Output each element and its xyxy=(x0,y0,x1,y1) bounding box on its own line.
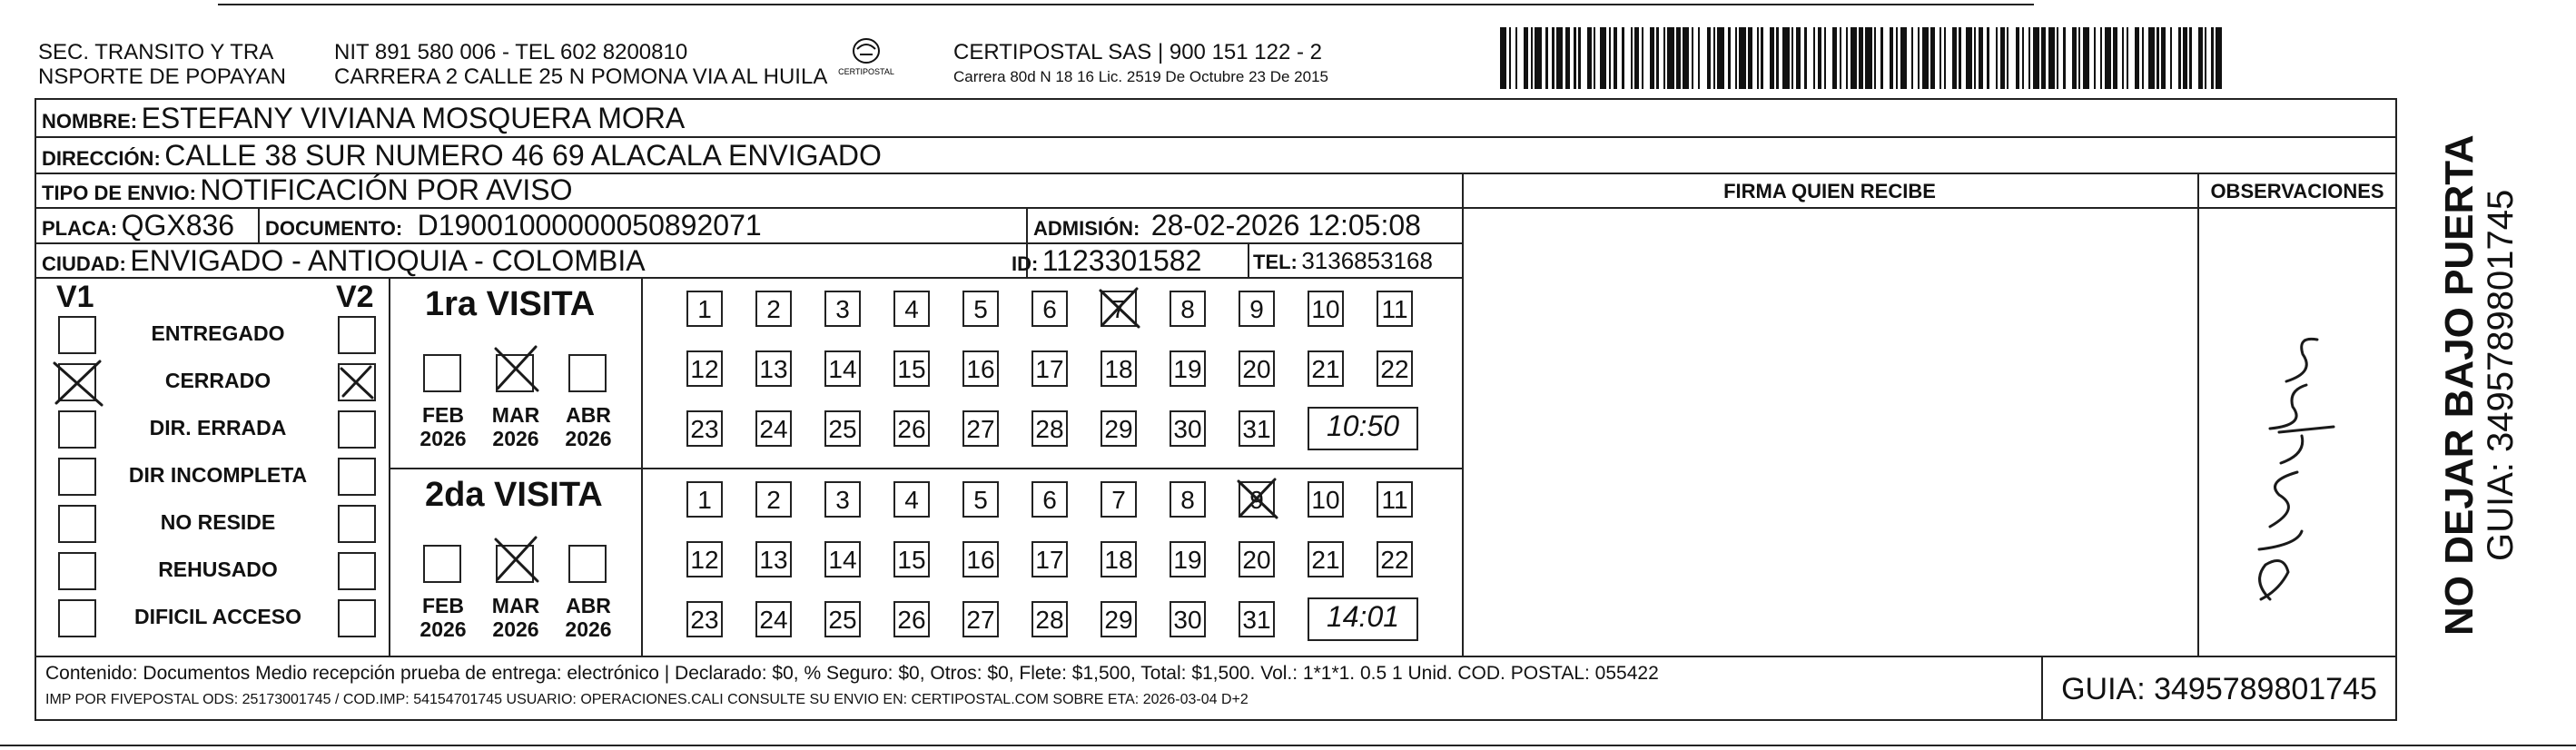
visit1-day-box[interactable]: 6 xyxy=(1031,291,1068,327)
v1-checkbox[interactable] xyxy=(58,599,96,637)
visit1-day-box[interactable]: 8 xyxy=(1170,291,1206,327)
tipo-row xyxy=(42,173,573,212)
v1-header: V1 xyxy=(56,280,94,314)
sender-contact xyxy=(334,40,827,89)
visit2-title: 2da VISITA xyxy=(425,476,603,514)
visit2-day-box[interactable]: 15 xyxy=(893,541,930,577)
visit1-day-box[interactable]: 22 xyxy=(1377,350,1413,387)
visit1-month-checkbox[interactable] xyxy=(568,354,607,392)
visit1-day-box[interactable]: 21 xyxy=(1308,350,1344,387)
documento-row xyxy=(265,209,762,248)
license-line: Carrera 80d N 18 16 Lic. 2519 De Octubre 23 De 2015 xyxy=(953,68,1328,85)
nit-line: NIT 891 580 006 - TEL 602 8200810 xyxy=(334,40,688,64)
no-dejar-bajo-puerta: NO DEJAR BAJO PUERTA xyxy=(2437,134,2482,636)
visit2-day-box[interactable]: 2 xyxy=(755,481,792,518)
visit1-day-box[interactable]: 26 xyxy=(893,410,930,447)
visit2-day-box[interactable]: 11 xyxy=(1377,481,1413,518)
visit1-day-box[interactable]: 15 xyxy=(893,350,930,387)
ciudad-row xyxy=(42,244,646,283)
firma-label: FIRMA QUIEN RECIBE xyxy=(1723,180,1936,202)
sender-line-1: SEC. TRANSITO Y TRA xyxy=(38,40,274,64)
visit2-day-box[interactable]: 13 xyxy=(755,541,792,577)
ciudad-label: CIUDAD: xyxy=(42,252,126,275)
visit2-day-box[interactable]: 23 xyxy=(686,601,723,637)
visit1-day-box[interactable]: 24 xyxy=(755,410,792,447)
tel-label: TEL: xyxy=(1253,251,1298,273)
visit1-day-box[interactable]: 29 xyxy=(1100,410,1137,447)
company-line: CERTIPOSTAL SAS | 900 151 122 - 2 xyxy=(953,40,1322,64)
visit2-day-box[interactable]: 16 xyxy=(962,541,999,577)
visit2-day-box[interactable]: 5 xyxy=(962,481,999,518)
visit1-day-box[interactable]: 31 xyxy=(1239,410,1275,447)
imp-text: IMP POR FIVEPOSTAL ODS: 25173001745 / COD.IMP: 54154701745 USUARIO: OPERACIONES.CALI CONSULTE SU ENVIO EN: CERTIPOSTAL.COM SOBRE ETA: 2026-03-04 D+2 xyxy=(45,692,1249,707)
status-label: ENTREGADO xyxy=(151,321,285,345)
side-guia: GUIA: 3495789801745 xyxy=(2481,189,2521,561)
tipo-label: TIPO DE ENVIO: xyxy=(42,182,196,204)
visit1-day-box[interactable]: 27 xyxy=(962,410,999,447)
tel-row xyxy=(1253,244,1433,281)
visit1-day-box[interactable]: 2 xyxy=(755,291,792,327)
svg-text:CERTIPOSTAL: CERTIPOSTAL xyxy=(838,67,894,76)
top-edge-line xyxy=(218,4,2034,5)
visit1-month-label: MAR 2026 xyxy=(491,403,540,450)
guia-footer: GUIA: 3495789801745 xyxy=(2061,672,2377,706)
address-line: CARRERA 2 CALLE 25 N POMONA VIA AL HUILA xyxy=(334,64,828,89)
bottom-edge-line xyxy=(0,745,2576,746)
visit2-day-box[interactable]: 14 xyxy=(824,541,861,577)
observaciones-label: OBSERVACIONES xyxy=(2210,180,2384,202)
visit1-day-box[interactable]: 19 xyxy=(1170,350,1206,387)
visit2-day-box[interactable]: 24 xyxy=(755,601,792,637)
divider xyxy=(2197,173,2199,656)
sender-line-2: NSPORTE DE POPAYAN xyxy=(38,64,286,89)
visit2-day-box[interactable]: 18 xyxy=(1100,541,1137,577)
visit1-day-box[interactable]: 7 xyxy=(1100,291,1137,327)
visit2-day-box[interactable]: 10 xyxy=(1308,481,1344,518)
visit1-day-box[interactable]: 10 xyxy=(1308,291,1344,327)
direccion-value: CALLE 38 SUR NUMERO 46 69 ALACALA ENVIGADO xyxy=(164,139,882,172)
placa-row xyxy=(42,209,234,248)
visit1-day-box[interactable]: 9 xyxy=(1239,291,1275,327)
v1-checkbox[interactable] xyxy=(58,363,96,401)
visit2-month-label: ABR 2026 xyxy=(565,594,612,641)
visit2-month-checkbox[interactable] xyxy=(496,545,534,583)
placa-label: PLACA: xyxy=(42,217,118,240)
visit1-day-box[interactable]: 1 xyxy=(686,291,723,327)
status-label: NO RESIDE xyxy=(160,510,276,534)
visit2-day-box[interactable]: 4 xyxy=(893,481,930,518)
divider xyxy=(389,468,1462,469)
visit1-day-box[interactable]: 14 xyxy=(824,350,861,387)
visit1-day-box[interactable]: 23 xyxy=(686,410,723,447)
tipo-value: NOTIFICACIÓN POR AVISO xyxy=(200,173,573,206)
visit1-month-checkbox[interactable] xyxy=(496,354,534,392)
visit2-month-label: FEB 2026 xyxy=(419,594,467,641)
visit2-day-box[interactable]: 22 xyxy=(1377,541,1413,577)
visit2-day-box[interactable]: 3 xyxy=(824,481,861,518)
v1-checkbox[interactable] xyxy=(58,505,96,543)
v2-checkbox[interactable] xyxy=(338,505,376,543)
tel-value: 3136853168 xyxy=(1301,247,1433,274)
divider xyxy=(1462,207,2397,209)
v2-checkbox[interactable] xyxy=(338,599,376,637)
visit1-title: 1ra VISITA xyxy=(425,285,596,323)
nombre-row xyxy=(42,102,685,141)
visit1-day-box[interactable]: 5 xyxy=(962,291,999,327)
status-label: DIR. ERRADA xyxy=(149,416,287,439)
visit2-day-box[interactable]: 19 xyxy=(1170,541,1206,577)
visit1-month-label: ABR 2026 xyxy=(565,403,612,450)
v2-checkbox[interactable] xyxy=(338,410,376,449)
visit2-day-box[interactable]: 6 xyxy=(1031,481,1068,518)
visit1-day-box[interactable]: 20 xyxy=(1239,350,1275,387)
status-label: DIR INCOMPLETA xyxy=(128,463,308,487)
id-value: 1123301582 xyxy=(1041,244,1202,277)
visit2-day-box[interactable]: 27 xyxy=(962,601,999,637)
status-label: CERRADO xyxy=(164,369,271,392)
visit2-day-box[interactable]: 7 xyxy=(1100,481,1137,518)
v1-checkbox[interactable] xyxy=(58,458,96,496)
visit2-day-box[interactable]: 30 xyxy=(1170,601,1206,637)
status-label: REHUSADO xyxy=(158,558,278,581)
visit2-day-box[interactable]: 29 xyxy=(1100,601,1137,637)
visit2-day-box[interactable]: 12 xyxy=(686,541,723,577)
visit2-day-box[interactable]: 31 xyxy=(1239,601,1275,637)
visit2-day-box[interactable]: 8 xyxy=(1170,481,1206,518)
visit1-day-box[interactable]: 11 xyxy=(1377,291,1413,327)
visit2-day-box[interactable]: 21 xyxy=(1308,541,1344,577)
visit1-day-box[interactable]: 30 xyxy=(1170,410,1206,447)
company-info xyxy=(953,40,1328,89)
v1-checkbox[interactable] xyxy=(58,316,96,354)
visit1-month-checkbox[interactable] xyxy=(423,354,461,392)
id-row xyxy=(1012,244,1201,283)
admision-label: ADMISIÓN: xyxy=(1033,217,1140,240)
id-label: ID: xyxy=(1012,252,1039,275)
visit1-day-box[interactable]: 3 xyxy=(824,291,861,327)
visit2-day-box[interactable]: 28 xyxy=(1031,601,1068,637)
divider xyxy=(1462,173,1464,656)
visit2-day-box[interactable]: 1 xyxy=(686,481,723,518)
v2-checkbox[interactable] xyxy=(338,552,376,590)
nombre-label: NOMBRE: xyxy=(42,110,138,133)
visit2-day-box[interactable]: 25 xyxy=(824,601,861,637)
divider xyxy=(389,277,390,656)
visit2-month-checkbox[interactable] xyxy=(423,545,461,583)
visit1-time-box[interactable]: 10:50 xyxy=(1308,407,1418,450)
sender-name xyxy=(38,40,286,89)
visit1-day-box[interactable]: 4 xyxy=(893,291,930,327)
visit2-time-box[interactable]: 14:01 xyxy=(1308,597,1418,641)
visit2-day-box[interactable]: 17 xyxy=(1031,541,1068,577)
visit2-month-label: MAR 2026 xyxy=(491,594,540,641)
v2-checkbox[interactable] xyxy=(338,363,376,401)
visit1-day-box[interactable]: 16 xyxy=(962,350,999,387)
visit2-month-checkbox[interactable] xyxy=(568,545,607,583)
visit1-day-box[interactable]: 17 xyxy=(1031,350,1068,387)
v2-checkbox[interactable] xyxy=(338,458,376,496)
admision-value: 28-02-2026 12:05:08 xyxy=(1150,209,1421,242)
ciudad-value: ENVIGADO - ANTIOQUIA - COLOMBIA xyxy=(130,244,646,277)
v2-checkbox[interactable] xyxy=(338,316,376,354)
visit1-day-box[interactable]: 28 xyxy=(1031,410,1068,447)
status-label: DIFICIL ACCESO xyxy=(133,605,301,628)
v1-checkbox[interactable] xyxy=(58,552,96,590)
certipostal-logo xyxy=(835,35,897,78)
visit1-month-label: FEB 2026 xyxy=(419,403,467,450)
visit2-day-box[interactable]: 20 xyxy=(1239,541,1275,577)
v2-header: V2 xyxy=(336,280,374,314)
documento-label: DOCUMENTO: xyxy=(265,217,403,240)
admision-row xyxy=(1033,209,1421,248)
v1-checkbox[interactable] xyxy=(58,410,96,449)
direccion-label: DIRECCIÓN: xyxy=(42,147,161,170)
visit1-day-box[interactable]: 12 xyxy=(686,350,723,387)
divider xyxy=(641,277,643,656)
placa-value: QGX836 xyxy=(121,209,235,242)
visit1-day-box[interactable]: 25 xyxy=(824,410,861,447)
visit1-day-box[interactable]: 13 xyxy=(755,350,792,387)
contenido-text: Contenido: Documentos Medio recepción prueba de entrega: electrónico | Declarado: $0, % Seguro: $0, Otros: $0, Flete: $1,500, Total: $1,500. Vol.: 1*1*1. 0.5 1 Unid. COD. POSTAL: 055422 xyxy=(45,663,1659,684)
direccion-row xyxy=(42,139,882,178)
visit2-day-box[interactable]: 9 xyxy=(1239,481,1275,518)
barcode xyxy=(1500,27,2223,89)
visit1-day-box[interactable]: 18 xyxy=(1100,350,1137,387)
nombre-value: ESTEFANY VIVIANA MOSQUERA MORA xyxy=(141,102,686,134)
documento-value: D19001000000050892071 xyxy=(417,209,762,242)
visit2-day-box[interactable]: 26 xyxy=(893,601,930,637)
